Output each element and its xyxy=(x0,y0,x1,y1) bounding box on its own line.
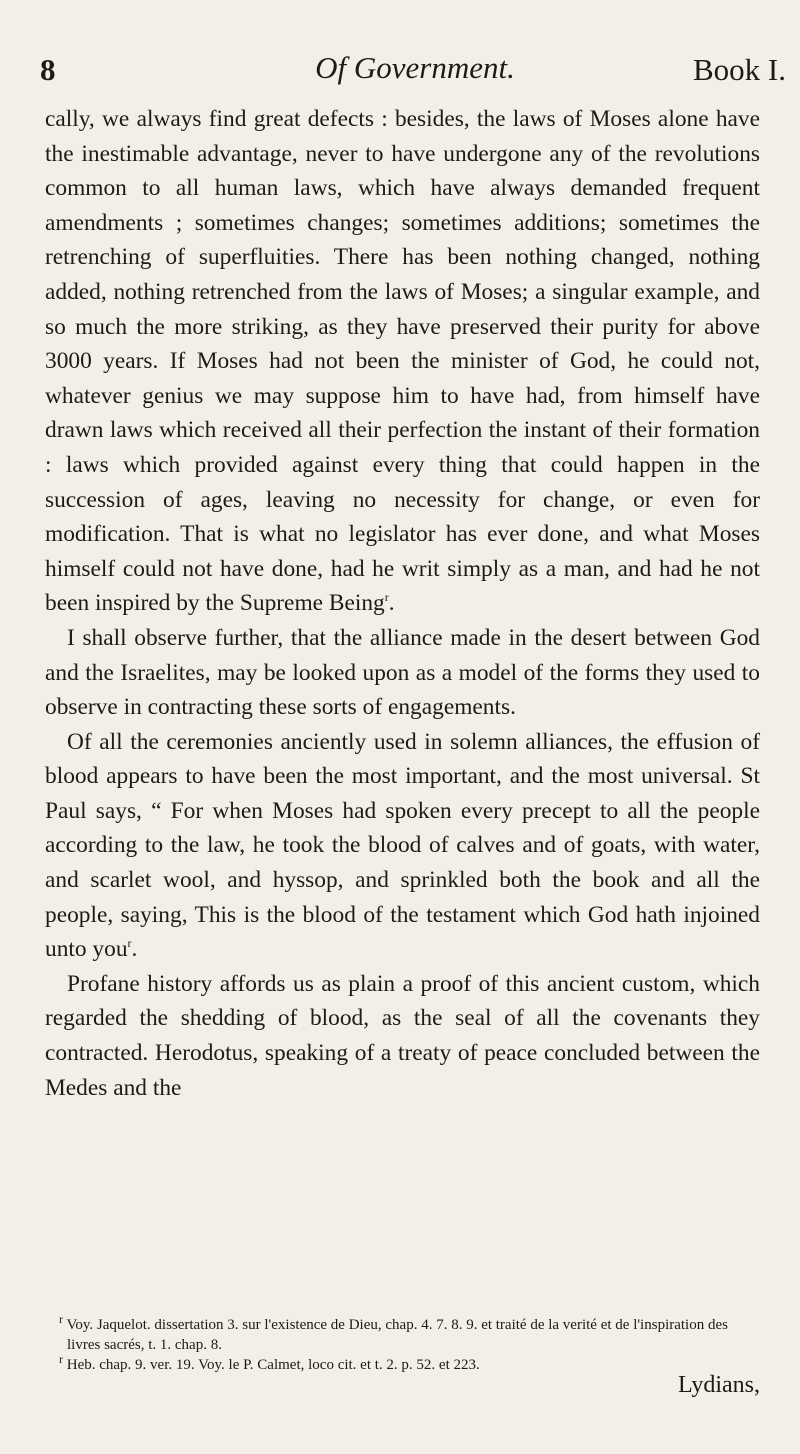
paragraph-1: cally, we always find great defects : besides, the laws of Moses alone have the inestimable advantage, never to have undergone any of the revolutions common to all human laws, which have always demanded frequent amendments ; sometimes changes; sometimes additions; sometimes the retrenching of superfluities. There has been nothing changed, nothing added, nothing retrenched from the laws of Moses; a singular example, and so much the more striking, as they have preserved their purity for above 3000 years. If Moses had not been the minister of God, he could not, whatever genius we may suppose him to have had, from himself have drawn laws which received all their perfection the instant of their formation : laws which provided against every thing that could happen in the succession of ages, leaving no necessity for change, or even for modification. That is what no legislator has ever done, and what Moses himself could not have done, had he writ simply as a man, and had he not been inspired by the Supreme Being$^r$. xyxy=(45,106,760,617)
footnotes xyxy=(45,1312,760,1375)
footnote-1 xyxy=(45,1312,760,1355)
paragraph-3: Of all the ceremonies anciently used in solemn alliances, the effusion of blood appears to have been the most important, and the most universal. St Paul says, “ For when Moses had spoken every precept to all the people according to the law, he took the blood of calves and of goats, with water, and scarlet wool, and hyssop, and sprinkled both the book and all the people, saying, This is the blood of the testament which God hath injoined unto you$^r$. xyxy=(45,728,760,963)
paragraph-4: Profane history affords us as plain a proof of this ancient custom, which regarded the shedding of blood, as the seal of all the covenants they contracted. Herodotus, speaking of a treaty of peace concluded between the Medes and the xyxy=(45,970,760,1101)
body-text xyxy=(45,102,760,1105)
page-header xyxy=(40,48,790,98)
paul-quotation: “ For when Moses had spoken every precept to all the people according to the law, he took the blood of calves and of goats, with water, and scarlet wool, and hyssop, and sprinkled both the book and all the people, saying, This is the blood of the testament which God hath injoined unto you xyxy=(45,797,760,963)
paragraph-1-text: cally, we always find great defects : besides, the laws of Moses alone have the inestimable advantage, never to have undergone any of the revolutions common to all human laws, which have always demanded frequent amendments ; sometimes changes; sometimes additions; sometimes the retrenching of superfluities. There has been nothing changed, nothing added, nothing retrenched from the laws of Moses; a singular example, and so much the more striking, as they have preserved their purity for above 3000 years. If Moses had not been the minister of God, he could not, whatever genius we may suppose him to have had, from himself have drawn laws which received all their perfection the instant of their formation : laws which provided against every thing that could happen in the succession of ages, leaving no necessity for change, or even for modification. That is what no legislator has ever done, and what Moses himself could not have done, had he writ simply as a man, and had he not been inspired by the Supreme Being xyxy=(45,106,760,617)
footnote-2-text: Heb. chap. 9. ver. 19. Voy. le P. Calmet, loco cit. et t. 2. p. 52. et 223. xyxy=(66,1357,480,1373)
catchword: Lydians, xyxy=(678,1372,760,1398)
book-label: Book I. xyxy=(693,52,786,87)
footnote-1-text: Voy. Jaquelot. dissertation 3. sur l'existence de Dieu, chap. 4. 7. 8. 9. et traité de la verité et de l'inspiration des livres sacrés, t. 1. chap. 8. xyxy=(66,1317,728,1353)
page-number: 8 xyxy=(40,52,56,87)
paragraph-3-intro: Of all the ceremonies anciently used in solemn alliances, the effusion of blood appears to have been the most important, and the most universal. St Paul says, xyxy=(45,728,760,824)
footnote-ref: r xyxy=(384,590,389,605)
running-title: Of Government. xyxy=(315,50,515,85)
footnote-mark: r xyxy=(59,1352,63,1366)
footnote-ref: r xyxy=(127,936,132,951)
footnote-2 xyxy=(45,1352,760,1375)
footnote-mark: r xyxy=(59,1312,63,1326)
paragraph-2: I shall observe further, that the alliance made in the desert between God and the Israelites, may be looked upon as a model of the forms they used to observe in contracting these sorts of engagements. xyxy=(45,624,760,721)
